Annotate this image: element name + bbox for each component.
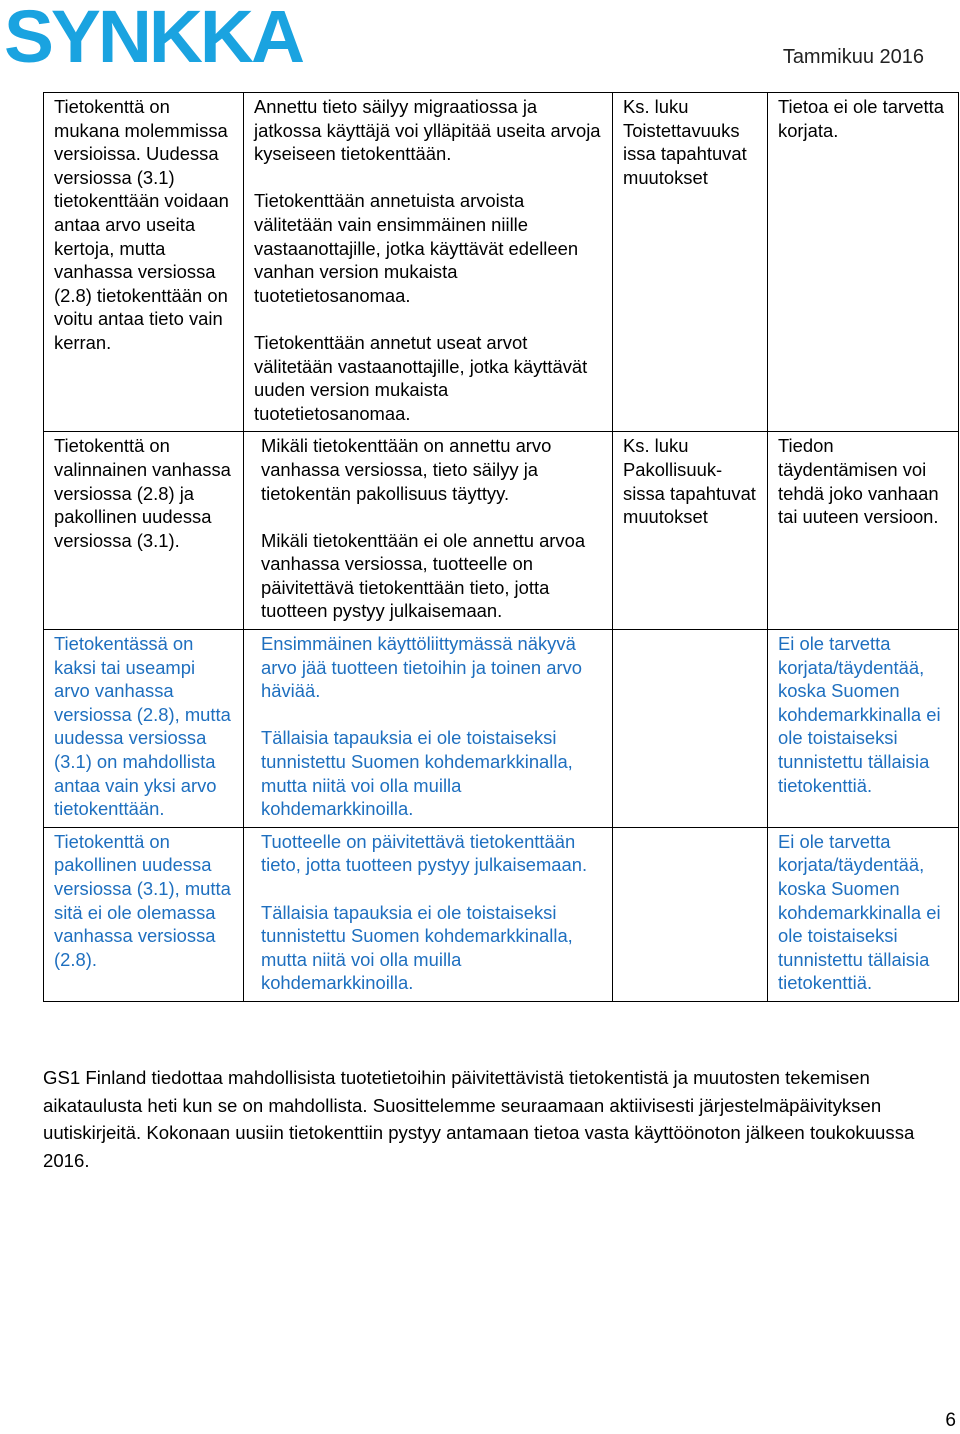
table-cell — [613, 630, 768, 828]
header-date: Tammikuu 2016 — [782, 46, 924, 68]
table-cell: Annettu tieto säilyy migraatiossa ja jatkossa käyttäjä voi ylläpitää useita arvoja kyseiseen tietokenttään. Tietokenttään annetuista arvoista välitetään vain ensimmäinen niille vastaanottajille, jotka käyttävät edelleen vanhan version mukaista tuotetietosanomaa. Tietokenttään annetut useat arvot välitetään vastaanottajille, jotka käyttävät uuden version mukaista tuotetietosanomaa. — [244, 93, 613, 432]
table-cell: Ei ole tarvetta korjata/täydentää, koska Suomen kohdemarkkinalla ei ole toistaiseksi tunnistettu tällaisia tietokenttiä. — [768, 630, 959, 828]
section-reference: Ks. luku Pakollisuuk-sissa tapahtuvat muutokset — [623, 435, 756, 528]
table-cell: Mikäli tietokenttään on annettu arvo vanhassa versiossa, tieto säilyy ja tietokentän pakollisuus täyttyy. Mikäli tietokenttään ei ole annettu arvoa vanhassa versiossa, tuotteelle on päivitettävä tietokenttään tieto, jotta tuotteen pystyy julkaisemaan. — [244, 432, 613, 630]
table-row — [44, 432, 959, 630]
table-cell: Tietokenttä on valinnainen vanhassa versiossa (2.8) ja pakollinen uudessa versiossa (3.1). — [44, 432, 244, 630]
table-cell: Tiedon täydentämisen voi tehdä joko vanhaan tai uuteen versioon. — [768, 432, 959, 630]
table-cell: Tietokenttä on mukana molemmissa versioissa. Uudessa versiossa (3.1) tietokenttään voidaan antaa arvo useita kertoja, mutta vanhassa versiossa (2.8) tietokenttään on voitu antaa tieto vain kerran. — [44, 93, 244, 432]
field-change-table — [43, 92, 959, 1002]
table-row — [44, 630, 959, 828]
table-row — [44, 827, 959, 1001]
table-cell: Tietokentässä on kaksi tai useampi arvo vanhassa versiossa (2.8), mutta uudessa versiossa (3.1) on mahdollista antaa vain yksi arvo tietokenttään. — [44, 630, 244, 828]
table-cell: Ensimmäinen käyttöliittymässä näkyvä arvo jää tuotteen tietoihin ja toinen arvo häviää. Tällaisia tapauksia ei ole toistaiseksi tunnistettu Suomen kohdemarkkinalla, mutta niitä voi olla muilla kohdemarkkinoilla. — [244, 630, 613, 828]
table-cell: Tuotteelle on päivitettävä tietokenttään tieto, jotta tuotteen pystyy julkaisemaan. Tällaisia tapauksia ei ole toistaiseksi tunnistettu Suomen kohdemarkkinalla, mutta niitä voi olla muilla kohdemarkkinoilla. — [244, 827, 613, 1001]
table-cell — [613, 93, 768, 432]
section-reference: Ks. luku Toistettavuuks issa tapahtuvat muutokset — [623, 96, 747, 188]
footer-paragraph: GS1 Finland tiedottaa mahdollisista tuotetietoihin päivitettävistä tietokentistä ja muutosten tekemisen aikataulusta heti kun se on mahdollista. Suosittelemme seuraamaan aktiivisesti järjestelmäpäivityksen uutiskirjeitä. Kokonaan uusiin tietokenttiin pystyy antamaan tietoa vasta käyttöönoton jälkeen toukokuussa 2016. — [43, 1067, 915, 1171]
table-cell — [613, 432, 768, 630]
table-cell — [613, 827, 768, 1001]
table-cell: Tietoa ei ole tarvetta korjata. — [768, 93, 959, 432]
synkka-logo — [4, 2, 304, 73]
page-number: 6 — [945, 1410, 956, 1431]
table-row — [44, 93, 959, 432]
table-cell: Tietokenttä on pakollinen uudessa versiossa (3.1), mutta sitä ei ole olemassa vanhassa versiossa (2.8). — [44, 827, 244, 1001]
svg-text:SYNKKA: SYNKKA — [4, 2, 304, 68]
table-cell: Ei ole tarvetta korjata/täydentää, koska Suomen kohdemarkkinalla ei ole toistaiseksi tunnistettu tällaisia tietokenttiä. — [768, 827, 959, 1001]
